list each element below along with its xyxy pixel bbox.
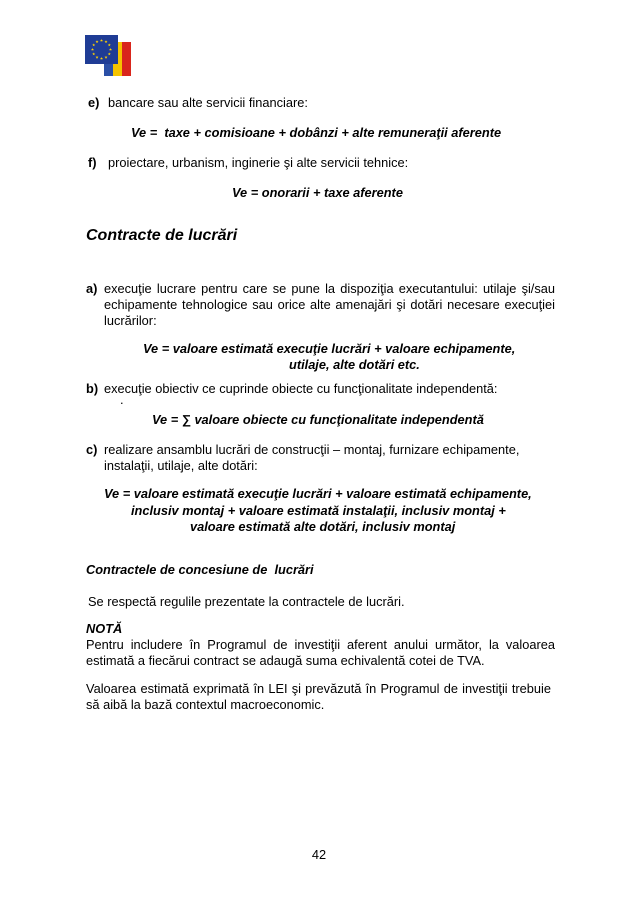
- item-c-label: c): [86, 442, 98, 457]
- works-heading: Contracte de lucrări: [86, 227, 238, 244]
- item-e-text: bancare sau alte servicii financiare:: [108, 95, 308, 110]
- item-f-text: proiectare, urbanism, inginerie şi alte servicii tehnice:: [108, 155, 409, 170]
- item-a-label: a): [86, 281, 98, 296]
- eu-romania-logo-icon: [84, 34, 132, 76]
- item-c-formula-line: valoare estimată alte dotări, inclusiv montaj: [190, 519, 456, 534]
- item-b-marker: .: [120, 392, 124, 407]
- note-paragraph-line: Valoarea estimată exprimată în LEI şi prevăzută în Programul de investiţii trebuie: [86, 681, 551, 696]
- item-a-line: execuţie lucrare pentru care se pune la dispoziţia executantului: utilaje şi/sau: [104, 281, 555, 296]
- item-f-label: f): [88, 155, 97, 170]
- item-a-formula-line: utilaje, alte dotări etc.: [289, 357, 420, 372]
- item-b-label: b): [86, 381, 99, 396]
- note-paragraph-line: să aibă la bază contextul macroeconomic.: [86, 697, 325, 712]
- item-c-line: instalaţii, utilaje, alte dotări:: [104, 458, 258, 473]
- item-b-line: execuţie obiectiv ce cuprinde obiecte cu funcţionalitate independentă:: [104, 381, 498, 396]
- item-a-formula-line: Ve = valoare estimată execuţie lucrări + valoare echipamente,: [143, 341, 516, 356]
- item-a-line: lucrărilor:: [104, 313, 157, 328]
- item-e-label: e): [88, 95, 100, 110]
- concession-heading: Contractele de concesiune de lucrări: [86, 562, 314, 577]
- page-number: 42: [311, 847, 327, 862]
- eu-flag: [85, 35, 118, 64]
- concession-text: Se respectă regulile prezentate la contractele de lucrări.: [88, 594, 405, 609]
- note-heading: NOTĂ: [86, 621, 123, 636]
- item-c-line: realizare ansamblu lucrări de construcţii – montaj, furnizare echipamente,: [104, 442, 520, 457]
- item-b-formula-line: Ve = ∑ valoare obiecte cu funcţionalitate independentă: [152, 412, 484, 427]
- item-c-formula-line: Ve = valoare estimată execuţie lucrări + valoare estimată echipamente,: [104, 486, 532, 501]
- note-paragraph-line: estimată a fiecărui contract se adaugă suma echivalentă cotei de TVA.: [86, 653, 485, 668]
- item-e-formula: Ve = taxe + comisioane + dobânzi + alte remuneraţii aferente: [131, 125, 502, 140]
- note-paragraph-line: Pentru includere în Programul de investiţii aferent anului următor, la valoarea: [86, 637, 555, 652]
- item-f-formula: Ve = onorarii + taxe aferente: [232, 185, 403, 200]
- item-c-formula-line: inclusiv montaj + valoare estimată instalaţii, inclusiv montaj +: [131, 503, 506, 518]
- item-a-line: echipamente tehnologice sau orice alte amenajări şi dotări necesare execuţiei: [104, 297, 555, 312]
